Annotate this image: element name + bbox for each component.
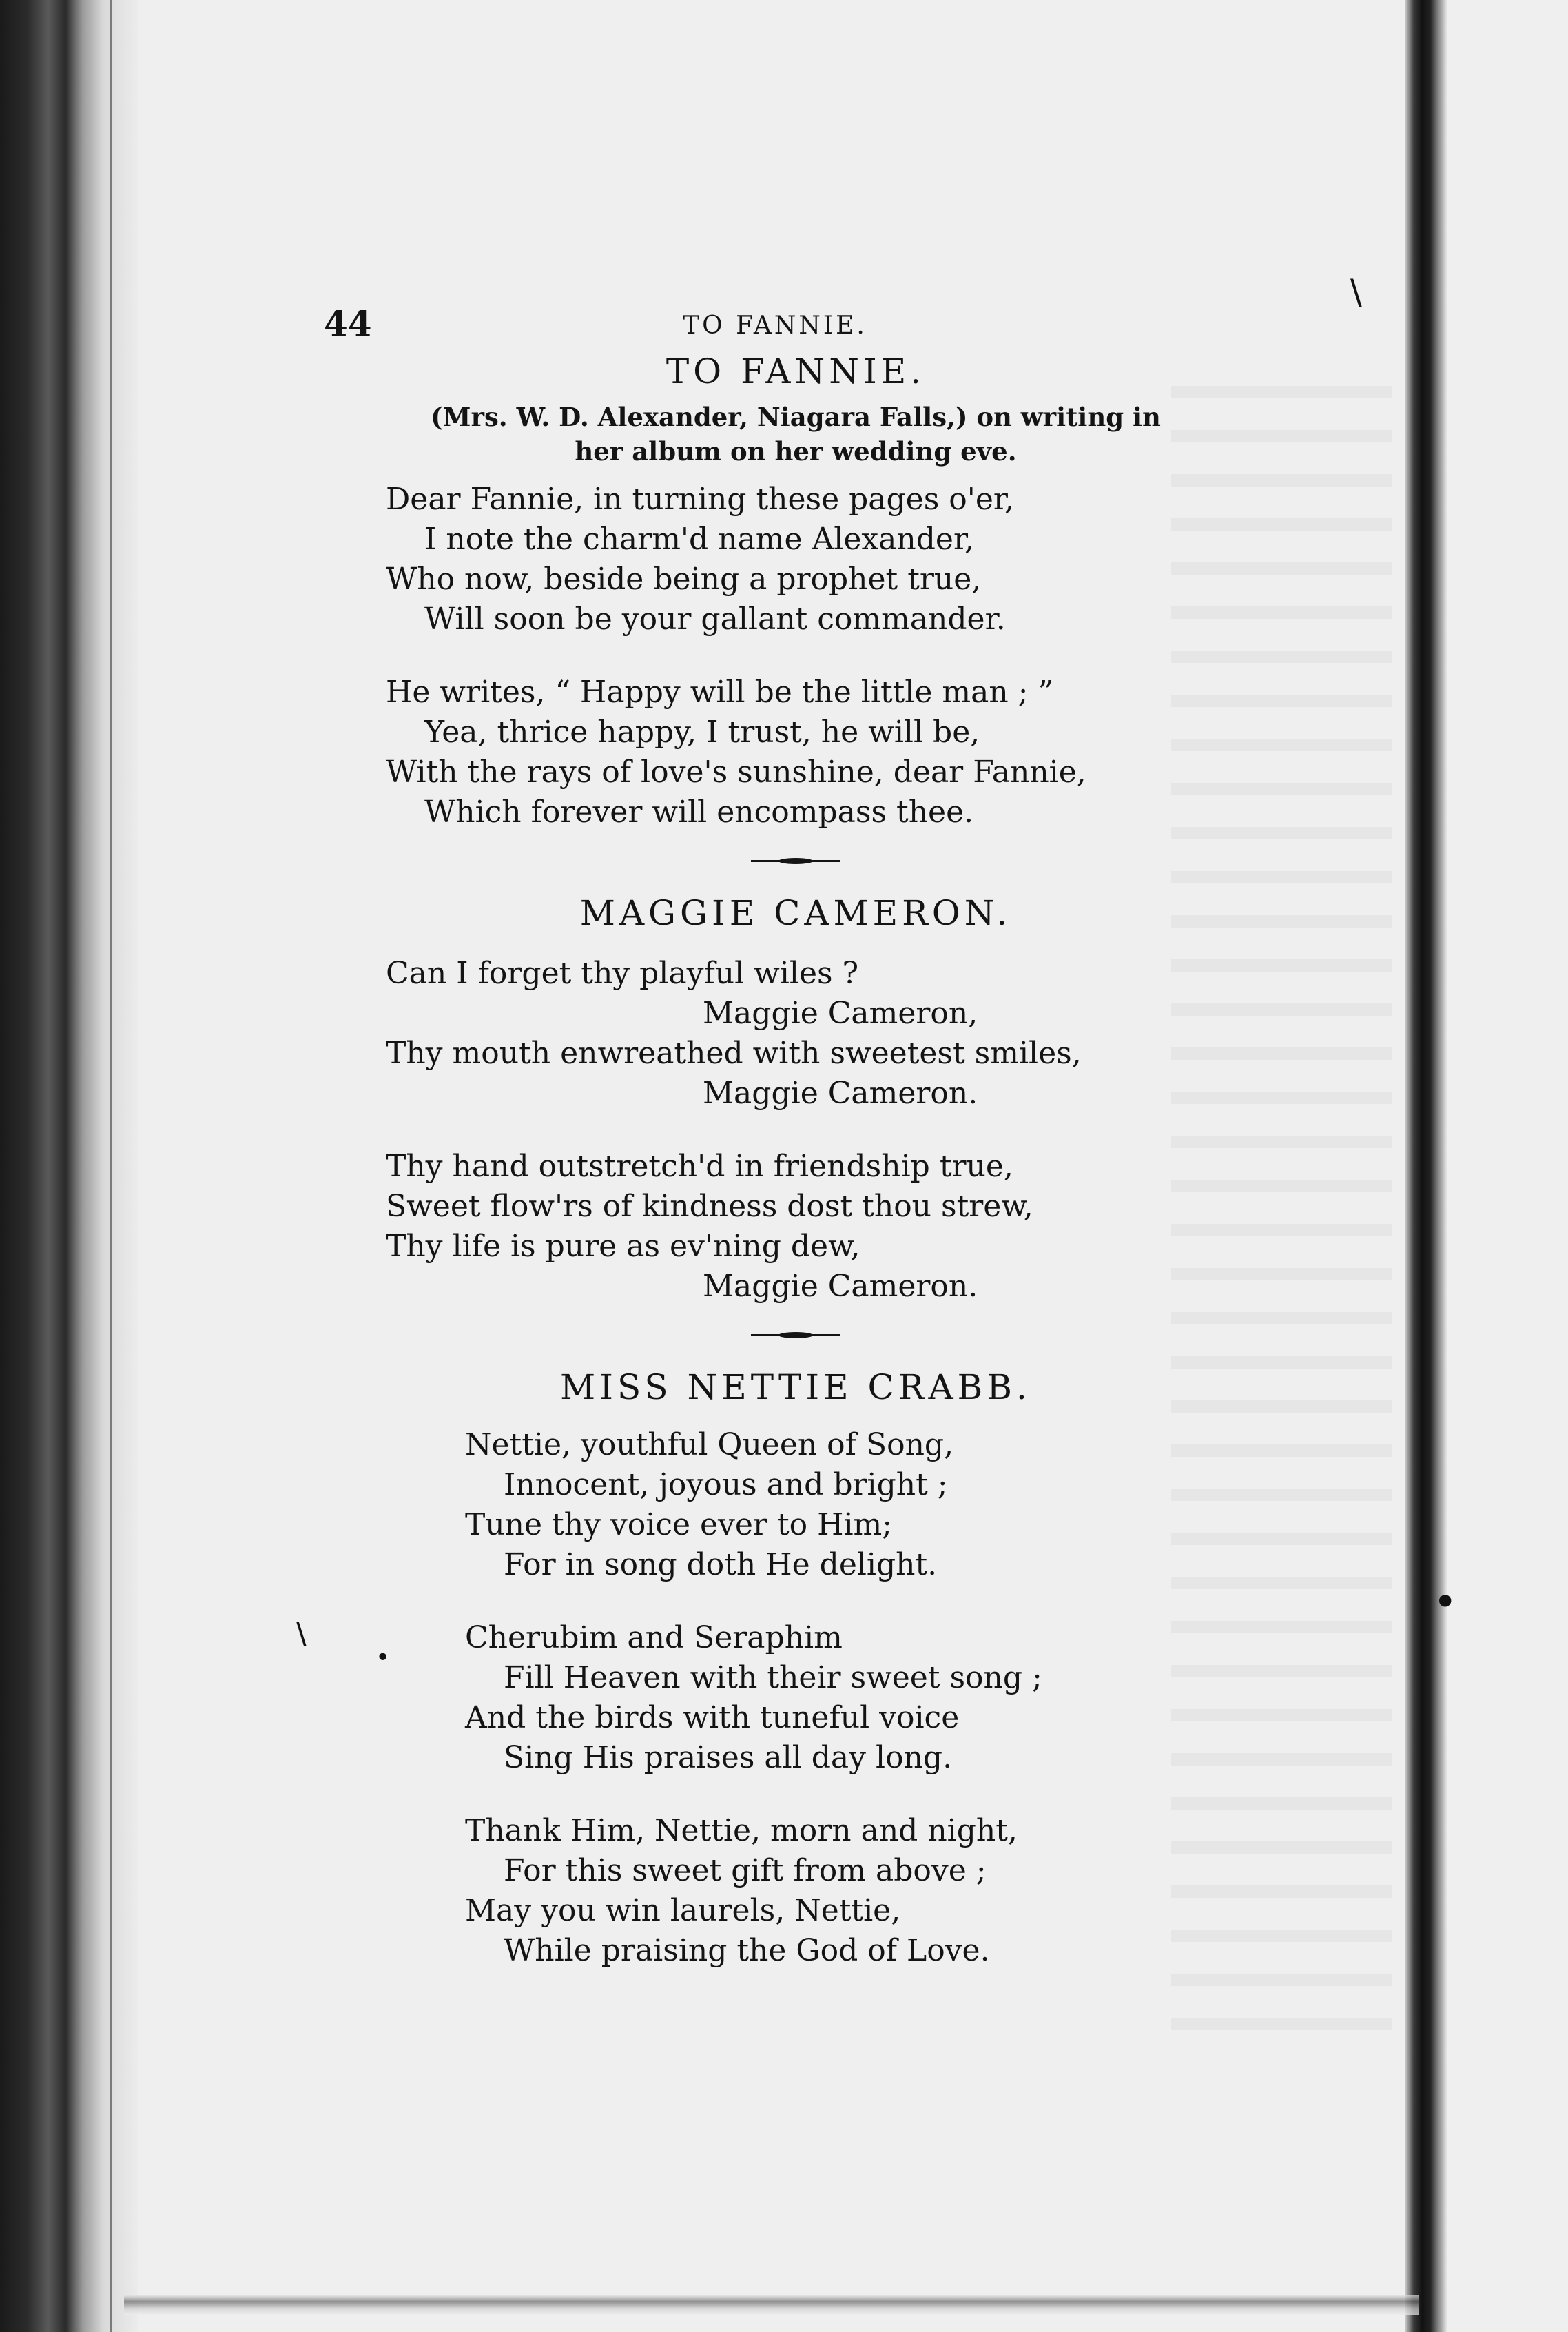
scan-speck: • bbox=[375, 1644, 391, 1672]
scan-speck: • bbox=[1433, 1578, 1458, 1626]
section-divider bbox=[751, 853, 840, 870]
verse-line: Fill Heaven with their sweet song ; bbox=[504, 1660, 1042, 1695]
stanza bbox=[310, 954, 1240, 1114]
verse-line: Thy life is pure as ev'ning dew, bbox=[386, 1229, 860, 1264]
stanza bbox=[310, 480, 1240, 640]
stanza bbox=[310, 1147, 1240, 1307]
verse-line: Dear Fannie, in turning these pages o'er, bbox=[386, 482, 1015, 517]
verse-line: Thy hand outstretch'd in friendship true, bbox=[386, 1149, 1013, 1184]
page-number: 44 bbox=[324, 303, 372, 344]
verse-line: He writes, “ Happy will be the little man ; ” bbox=[386, 675, 1053, 710]
page-bottom-edge bbox=[124, 2295, 1419, 2315]
verse-line: Innocent, joyous and bright ; bbox=[504, 1467, 948, 1502]
poem-dedication bbox=[310, 400, 1240, 469]
verse-line: Sweet flow'rs of kindness dost thou strew, bbox=[386, 1189, 1033, 1224]
verse-line: I note the charm'd name Alexander, bbox=[424, 522, 975, 557]
verse-line: Thy mouth enwreathed with sweetest smiles, bbox=[386, 1036, 1082, 1071]
poem-title: MISS NETTIE CRABB. bbox=[560, 1367, 1031, 1407]
stanza bbox=[310, 1618, 1240, 1778]
verse-line: Yea, thrice happy, I trust, he will be, bbox=[424, 715, 980, 750]
book-binding-edge bbox=[0, 0, 138, 2332]
stanza bbox=[310, 1425, 1240, 1585]
verse-line: Maggie Cameron. bbox=[703, 1076, 978, 1111]
verse-line: While praising the God of Love. bbox=[504, 1933, 990, 1968]
stanza bbox=[310, 1811, 1240, 1971]
verse-line: Who now, beside being a prophet true, bbox=[386, 562, 982, 597]
scan-speck: \ bbox=[1350, 272, 1362, 312]
poem-title: MAGGIE CAMERON. bbox=[579, 893, 1012, 933]
verse-line: Thank Him, Nettie, morn and night, bbox=[465, 1813, 1018, 1848]
poem-title: TO FANNIE. bbox=[666, 351, 926, 391]
page-gutter-fold bbox=[1405, 0, 1447, 2332]
verse-line: For in song doth He delight. bbox=[504, 1547, 938, 1582]
verse-line: Maggie Cameron, bbox=[703, 996, 978, 1031]
verse-line: Sing His praises all day long. bbox=[504, 1740, 953, 1775]
verse-line: Which forever will encompass thee. bbox=[424, 795, 974, 830]
dedication-line: her album on her wedding eve. bbox=[575, 436, 1017, 467]
verse-line: Tune thy voice ever to Him; bbox=[465, 1507, 893, 1542]
running-head bbox=[310, 303, 1240, 351]
stanza bbox=[310, 673, 1240, 832]
poem-maggie-cameron bbox=[310, 893, 1240, 1307]
verse-line: For this sweet gift from above ; bbox=[504, 1853, 987, 1888]
poem-miss-nettie-crabb bbox=[310, 1367, 1240, 1971]
verse-line: Nettie, youthful Queen of Song, bbox=[465, 1427, 954, 1462]
verse-line: May you win laurels, Nettie, bbox=[465, 1893, 901, 1928]
scan-speck: \ bbox=[296, 1616, 307, 1651]
verse-line: And the birds with tuneful voice bbox=[465, 1700, 960, 1735]
poem-to-fannie bbox=[310, 351, 1240, 832]
page-content bbox=[310, 303, 1240, 2004]
verse-line: With the rays of love's sunshine, dear Fannie, bbox=[386, 755, 1086, 790]
verse-line: Cherubim and Seraphim bbox=[465, 1620, 843, 1655]
dedication-line: (Mrs. W. D. Alexander, Niagara Falls,) on writing in bbox=[431, 402, 1161, 432]
running-title: TO FANNIE. bbox=[683, 311, 867, 340]
section-divider bbox=[751, 1327, 840, 1344]
verse-line: Will soon be your gallant commander. bbox=[424, 602, 1006, 637]
verse-line: Maggie Cameron. bbox=[703, 1269, 978, 1304]
verse-line: Can I forget thy playful wiles ? bbox=[386, 956, 859, 991]
